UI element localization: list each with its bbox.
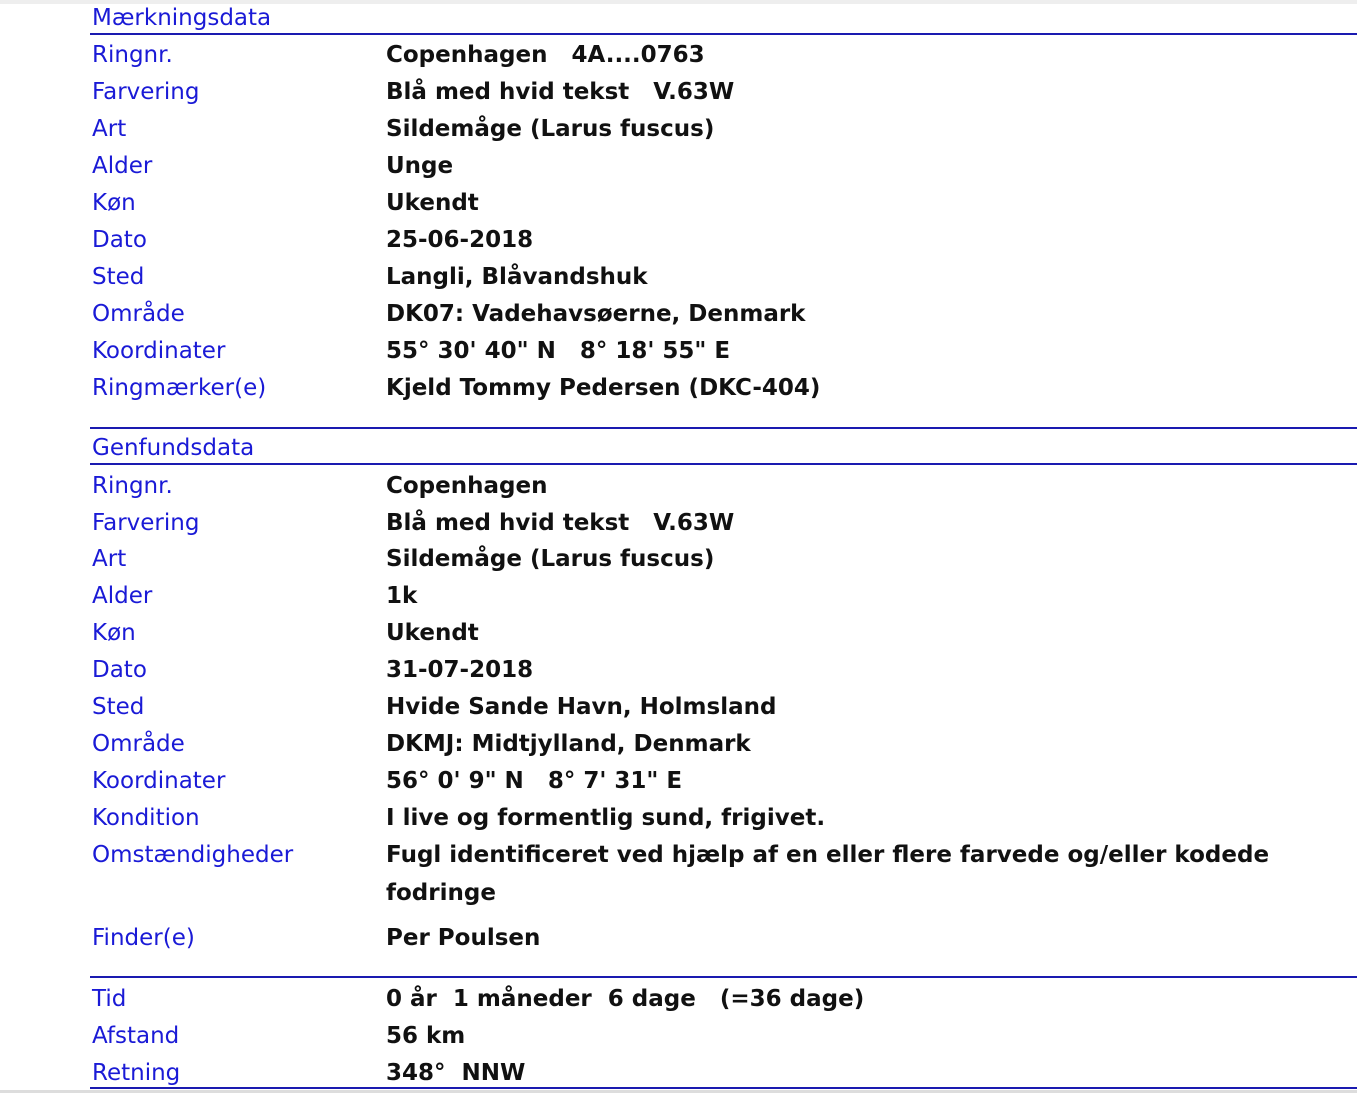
summary-bottom-rule: [90, 1087, 1357, 1089]
row-label: Sted: [92, 264, 145, 290]
row-label: Område: [92, 301, 185, 327]
row-label: Ringnr.: [92, 473, 173, 499]
row-label: Dato: [92, 657, 147, 683]
row-label: Koordinater: [92, 768, 226, 794]
row-label: Art: [92, 546, 127, 572]
row-value: I live og formentlig sund, frigivet.: [386, 805, 826, 831]
row-label: Farvering: [92, 510, 200, 536]
recovery-title-rule: [90, 463, 1357, 465]
row-value: 56° 0' 9" N 8° 7' 31" E: [386, 768, 683, 794]
row-value: Kjeld Tommy Pedersen (DKC-404): [386, 375, 821, 401]
row-label: Område: [92, 731, 185, 757]
row-label: Retning: [92, 1060, 181, 1086]
row-value: Ukendt: [386, 620, 479, 646]
row-value: Langli, Blåvandshuk: [386, 264, 648, 290]
row-value: 0 år 1 måneder 6 dage (=36 dage): [386, 986, 865, 1012]
row-label: Køn: [92, 190, 136, 216]
row-label: Afstand: [92, 1023, 180, 1049]
recovery-section-title: Genfundsdata: [92, 435, 255, 461]
row-label: Koordinater: [92, 338, 226, 364]
row-value: 25-06-2018: [386, 227, 534, 253]
row-label: Finder(e): [92, 925, 195, 951]
row-value: Copenhagen: [386, 473, 548, 499]
row-value: Ukendt: [386, 190, 479, 216]
row-label: Dato: [92, 227, 147, 253]
row-value: Blå med hvid tekst V.63W: [386, 79, 735, 105]
row-value: 348° NNW: [386, 1060, 526, 1086]
marking-section-title: Mærkningsdata: [92, 5, 272, 31]
row-value: Copenhagen 4A....0763: [386, 42, 705, 68]
summary-top-rule: [90, 976, 1357, 978]
row-label: Tid: [92, 986, 127, 1012]
row-value: Fugl identificeret ved hjælp af en eller flere farvede og/eller kodede fodringe: [386, 842, 1278, 906]
row-value: 1k: [386, 583, 418, 609]
row-label: Art: [92, 116, 127, 142]
row-label: Sted: [92, 694, 145, 720]
row-value: 55° 30' 40" N 8° 18' 55" E: [386, 338, 731, 364]
row-label: Ringmærker(e): [92, 375, 267, 401]
row-value: Hvide Sande Havn, Holmsland: [386, 694, 777, 720]
row-label: Ringnr.: [92, 42, 173, 68]
row-value: Sildemåge (Larus fuscus): [386, 116, 715, 142]
row-value: Unge: [386, 153, 454, 179]
row-label: Kondition: [92, 805, 200, 831]
recovery-top-rule: [90, 427, 1357, 429]
row-label: Farvering: [92, 79, 200, 105]
row-label: Alder: [92, 153, 153, 179]
row-label: Omstændigheder: [92, 842, 294, 868]
row-value: Sildemåge (Larus fuscus): [386, 546, 715, 572]
marking-title-rule: [90, 33, 1357, 35]
row-value: Blå med hvid tekst V.63W: [386, 510, 735, 536]
row-value: DK07: Vadehavsøerne, Denmark: [386, 301, 806, 327]
row-value: DKMJ: Midtjylland, Denmark: [386, 731, 751, 757]
row-value: 56 km: [386, 1023, 466, 1049]
row-value: 31-07-2018: [386, 657, 534, 683]
row-value: Per Poulsen: [386, 925, 541, 951]
row-label: Alder: [92, 583, 153, 609]
row-label: Køn: [92, 620, 136, 646]
